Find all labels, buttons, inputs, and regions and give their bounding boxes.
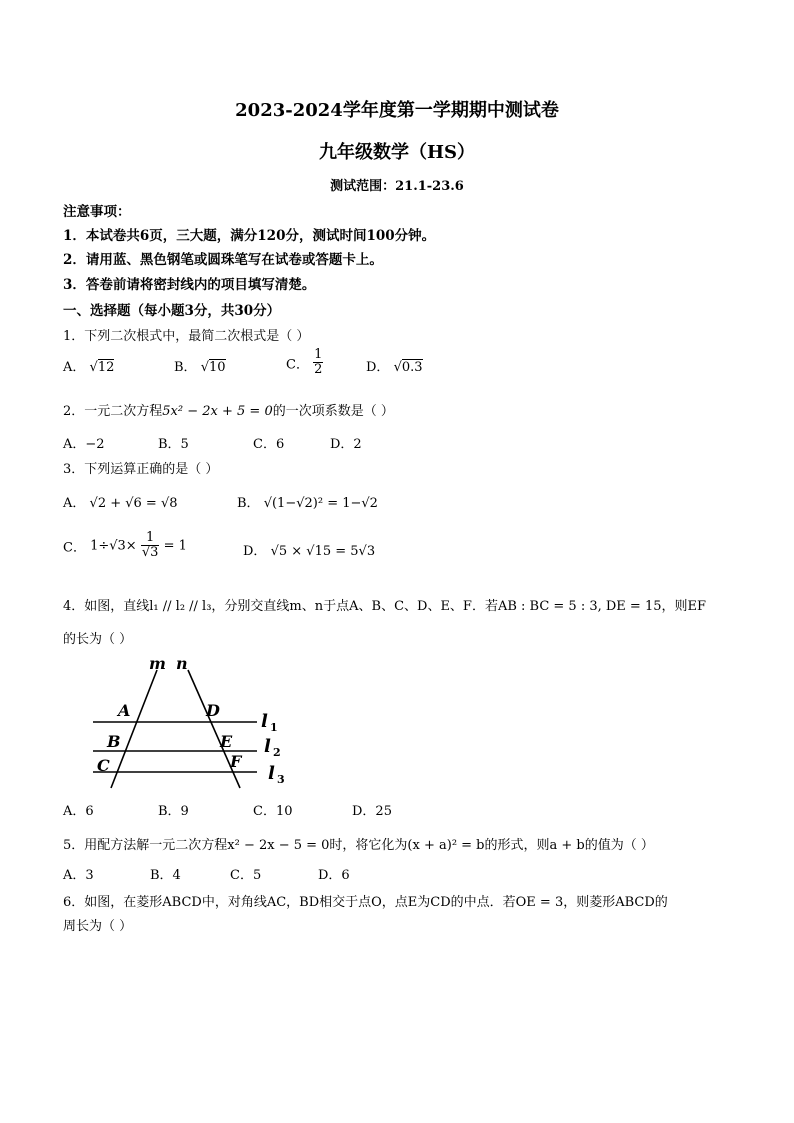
- label-A: A: [118, 701, 131, 720]
- label-F: F: [230, 752, 242, 771]
- q4-option-a: A．6: [63, 804, 94, 819]
- q3-option-b: B． √(1−√2)² = 1−√2: [237, 496, 378, 511]
- label-B: B: [107, 732, 121, 751]
- label-C: C: [97, 756, 110, 775]
- label-l1: l: [261, 711, 268, 732]
- note-item-3: 3．答卷前请将密封线内的项目填写清楚。: [63, 277, 316, 293]
- label-l3-sub: 3: [277, 773, 285, 786]
- q6-stem-cont: 周长为（ ）: [63, 919, 133, 934]
- q4-option-b: B．9: [158, 804, 189, 819]
- q1-option-d: D． √0.3: [366, 360, 423, 375]
- q5-option-b: B．4: [150, 868, 181, 883]
- q2-option-c: C．6: [253, 437, 285, 452]
- label-l3: l: [268, 763, 275, 784]
- q5-option-a: A．3: [63, 868, 94, 883]
- test-range: 测试范围：21.1-23.6: [330, 179, 464, 194]
- label-l2-sub: 2: [273, 746, 281, 759]
- exam-subtitle: 九年级数学（HS）: [318, 142, 475, 163]
- q2-stem: 2．一元二次方程5x² − 2x + 5 = 0的一次项系数是（ ）: [63, 404, 394, 419]
- line-m: [111, 670, 157, 788]
- label-E: E: [220, 732, 233, 751]
- q2-option-d: D．2: [330, 437, 362, 452]
- q5-option-d: D．6: [318, 868, 350, 883]
- q1-option-b: B． √10: [174, 360, 226, 375]
- label-D: D: [206, 701, 220, 720]
- q1-option-c: C． $\frac{1}{2}$: [286, 347, 323, 378]
- q5-option-c: C．5: [230, 868, 262, 883]
- q3-stem: 3．下列运算正确的是（ ）: [63, 462, 219, 477]
- label-n: n: [176, 655, 188, 673]
- q4-option-d: D．25: [352, 804, 392, 819]
- note-item-2: 2．请用蓝、黑色钢笔或圆珠笔写在试卷或答题卡上。: [63, 252, 383, 268]
- notes-heading: 注意事项：: [63, 204, 131, 220]
- section-heading: 一、选择题（每小题3分，共30分）: [63, 303, 281, 319]
- label-m: m: [149, 655, 166, 673]
- label-l1-sub: 1: [270, 721, 278, 734]
- q1-stem: 1．下列二次根式中，最简二次根式是（ ）: [63, 329, 310, 344]
- q4-stem: 4．如图，直线l₁ // l₂ // l₃，分别交直线m、n于点A、B、C、D、E、F．若AB : BC = 5 : 3, DE = 15，则EF: [63, 599, 707, 614]
- label-l2: l: [264, 736, 271, 757]
- q1-option-a: A． √12: [63, 360, 115, 375]
- q5-stem: 5．用配方法解一元二次方程x² − 2x − 5 = 0时，将它化为(x + a)² = b的形式，则a + b的值为（ ）: [63, 838, 654, 853]
- q4-stem-cont: 的长为（ ）: [63, 632, 133, 647]
- q2-option-a: A．−2: [63, 437, 105, 452]
- q2-option-b: B．5: [158, 437, 189, 452]
- exam-title: 2023-2024学年度第一学期期中测试卷: [235, 100, 559, 121]
- q3-option-a: A． √2 + √6 = √8: [63, 496, 178, 511]
- note-item-1: 1．本试卷共6页，三大题，满分120分，测试时间100分钟。: [63, 228, 436, 244]
- q3-option-d: D． √5 × √15 = 5√3: [243, 544, 376, 559]
- q3-option-c: C． 1÷√3× $\frac{1}{√3}$ = 1: [63, 530, 187, 561]
- q4-figure: [85, 655, 300, 790]
- q6-stem: 6．如图，在菱形ABCD中，对角线AC，BD相交于点O，点E为CD的中点．若OE = 3，则菱形ABCD的: [63, 895, 668, 910]
- q4-option-c: C．10: [253, 804, 293, 819]
